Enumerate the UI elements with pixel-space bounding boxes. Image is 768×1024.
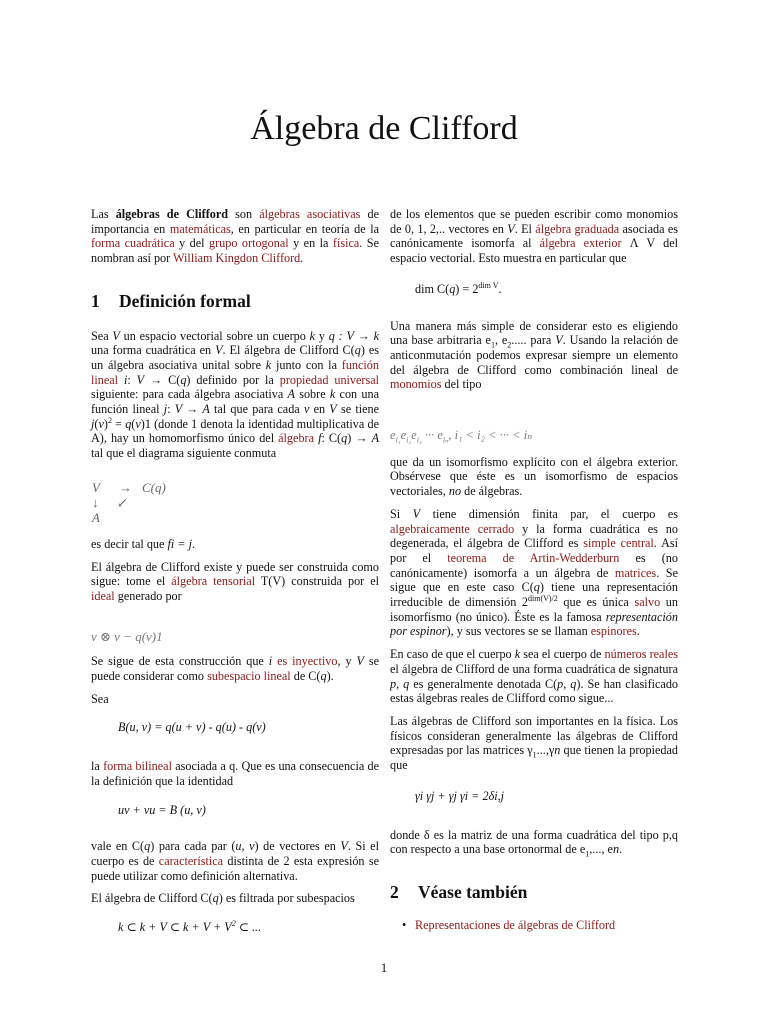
filtration-paragraph (91, 891, 379, 906)
bold-term: álgebras de Clifford (115, 207, 229, 221)
text: una forma cuadrática en (91, 343, 216, 358)
text: tiene dimensión finita par, el cuerpo es (420, 506, 678, 521)
section-number: 2 (390, 881, 399, 902)
link-representaciones[interactable]: Representaciones de álgebras de Clifford (415, 917, 616, 932)
text: . (498, 281, 502, 296)
text: un espacio vectorial sobre un cuerpo (119, 328, 310, 343)
link-matrices[interactable]: matrices (614, 565, 657, 580)
text: el álgebra de Clifford de una forma cuadrática de signatura (390, 661, 678, 676)
definition-paragraph (91, 329, 379, 461)
math: V (507, 221, 515, 236)
text: generado por (114, 588, 182, 603)
link-artin-wedderburn[interactable]: teorema de Artin-Wedderburn (447, 550, 620, 565)
diagram-A: A (92, 509, 100, 525)
superscript: dim(V)/2 (528, 594, 558, 603)
text: ), y sus vectores se se llaman (446, 624, 591, 639)
text: ,..., e (589, 842, 613, 857)
text: Si (390, 506, 413, 521)
intro-paragraph (91, 207, 379, 266)
math: V → A (174, 402, 210, 417)
math: q (125, 416, 132, 431)
math: A (287, 387, 295, 402)
formula-anticommutation: uv + vu = B (u, v) (118, 802, 206, 817)
text: T(V) construida por el (255, 574, 380, 589)
right-column (390, 207, 678, 932)
math: k (329, 387, 336, 402)
link-inyectivo[interactable]: es inyectivo (277, 654, 338, 669)
text: ) es filtrada por subespacios (218, 891, 355, 906)
physics-paragraph (390, 714, 678, 773)
text: , en particular en teoría de la (230, 221, 379, 236)
text: . El (514, 221, 536, 236)
delta-paragraph (390, 828, 678, 857)
math: n (612, 842, 620, 857)
text: de importancia en (91, 207, 379, 236)
text: un isomorfismo (no único). Éste es la famosa (390, 595, 678, 624)
diagram-arrow-right: → (119, 479, 132, 495)
text: ) tiene una representación irreducible de dimensión 2 (390, 580, 678, 610)
text: ...,γ (536, 743, 555, 758)
text: , i₁ < i₂ < ··· < iₙ (448, 428, 533, 443)
diagram-arrow-down: ↓ (92, 494, 99, 510)
text: El álgebra de Clifford existe y puede ser construida como sigue: tome el (91, 559, 379, 589)
link-algebraicamente-cerrado[interactable]: algebraicamente cerrado (390, 521, 515, 536)
text: ). (326, 669, 334, 684)
text: . Se sigue que en este caso C( (390, 565, 678, 595)
link-subespacio-lineal[interactable]: subespacio lineal (207, 669, 291, 684)
superscript: 2 (231, 919, 236, 929)
text: ) → (347, 431, 372, 446)
text: en (309, 402, 330, 417)
page-title: Álgebra de Clifford (250, 110, 518, 147)
link-funcion-lineal[interactable]: función lineal (91, 357, 379, 387)
link-algebra-exterior[interactable]: álgebra exterior (539, 236, 622, 251)
math: q (403, 676, 410, 691)
subscript: i₃ (416, 435, 422, 445)
text: . (636, 624, 640, 639)
subscript: 1 (585, 849, 590, 859)
text: se tiene (336, 402, 380, 417)
text: y del (174, 236, 210, 251)
text: ) (103, 416, 108, 431)
text: son (228, 207, 260, 221)
superscript: 2 (107, 415, 112, 425)
subscript: 2 (507, 340, 512, 350)
text: dim C( (415, 281, 450, 296)
text: Una manera más simple de considerar esto es eligiendo una base arbitraria e (390, 318, 678, 348)
text: de álgebras. (461, 484, 523, 499)
text: )1 (donde 1 denota la identidad multiplicativa de A), hay un homomorfismo único del (91, 416, 379, 446)
math: f (318, 431, 322, 446)
text: Λ V del espacio vectorial. Esto muestra en particular que (390, 236, 678, 266)
text: tal que el diagrama siguiente conmuta (91, 446, 277, 461)
link-algebra-tensorial[interactable]: álgebra tensorial (171, 574, 256, 589)
formula-filtration (118, 920, 379, 935)
text: sea el cuerpo de (520, 647, 605, 662)
link-forma-bilineal[interactable]: forma bilineal (103, 759, 172, 774)
math: k (309, 328, 316, 343)
text: , (563, 676, 571, 691)
link-salvo[interactable]: salvo (634, 595, 661, 610)
link-algebra-graduada[interactable]: álgebra graduada (535, 221, 620, 236)
link-numeros-reales[interactable]: números reales (604, 647, 678, 662)
text: junto con la (271, 357, 342, 372)
text: ⊂ ... (235, 920, 262, 935)
math: p (390, 676, 397, 691)
left-column (91, 207, 379, 935)
math: V (329, 402, 337, 417)
text: = (111, 416, 126, 431)
subscript: iₙ (442, 435, 449, 445)
math: v (135, 416, 141, 431)
text: asociada es canónicamente isomorfa al (390, 221, 678, 251)
characteristic-paragraph (91, 839, 379, 883)
text: Las álgebras de Clifford son importantes en la física. Los físicos consideran generalmente las álgebras de Clifford expresadas por las matrices γ (390, 713, 678, 758)
text: ) para cada par ( (150, 839, 236, 854)
link-propiedad-universal[interactable]: propiedad universal (279, 372, 380, 387)
text: es generalmente denotada C( (409, 676, 558, 691)
math: q (320, 669, 327, 684)
text: . (300, 251, 304, 266)
text: En caso de que el cuerpo (390, 647, 515, 662)
text: : (127, 372, 137, 387)
text: . Usando la relación de anticonmutación podemos expresar siempre un elemento del álgebra de Clifford como combinación lineal de (390, 333, 678, 377)
subscript: i₁ (395, 435, 401, 445)
text: y (315, 328, 329, 343)
text: El álgebra de Clifford C( (91, 891, 213, 906)
text: vale en C( (91, 839, 145, 854)
text: ( (131, 416, 136, 431)
link-grupo-ortogonal[interactable]: grupo ortogonal (209, 236, 289, 251)
link-matematicas[interactable]: matemáticas (169, 221, 231, 236)
text: k ⊂ k + V ⊂ k + V + V (118, 920, 232, 935)
text: ..... para (511, 333, 556, 348)
math: q (144, 839, 151, 854)
math: V (136, 372, 145, 387)
formula-monomial (390, 428, 678, 443)
subscript: 1 (532, 750, 537, 760)
diagram-Cq: C(q) (142, 479, 166, 495)
section-title: Definición formal (119, 290, 251, 311)
graded-paragraph (390, 207, 678, 266)
math: V (340, 839, 348, 854)
math: A (371, 431, 380, 446)
math: q (180, 372, 187, 387)
subscript: i₂ (406, 435, 412, 445)
text: ) de vectores en (254, 839, 341, 854)
text: ). Se han clasificado estas álgebras reales de Clifford como sigue... (390, 676, 679, 706)
math: u, v (235, 839, 255, 854)
math: representación por espinor (390, 609, 678, 639)
text: . Así por el (390, 536, 678, 565)
bilinear-paragraph (91, 759, 379, 788)
page-number: 1 (380, 960, 388, 975)
math: V (412, 506, 421, 521)
math: V (555, 333, 563, 348)
math: v (303, 402, 310, 417)
text: donde δ es la matriz de una forma cuadrática del tipo p,q con respecto a una base ortonormal de e (390, 827, 678, 857)
text: , y (337, 654, 357, 669)
superscript: dim V (478, 280, 499, 290)
formula-gamma: γi γj + γj γi = 2δi,j (415, 788, 505, 803)
formula-dimension (415, 282, 678, 297)
text: la (91, 759, 104, 774)
sea-paragraph: Sea (91, 691, 109, 706)
link-espinores[interactable]: espinores (590, 624, 637, 639)
link-forma-cuadratica[interactable]: forma cuadrática (91, 236, 175, 251)
text: y en la (288, 236, 333, 251)
math: p (557, 676, 564, 691)
formula-ideal: v ⊗ v − q(v)1 (91, 628, 163, 644)
text: ) es un álgebra asociativa unital sobre (91, 343, 379, 372)
section-heading-vease (390, 881, 678, 902)
subscript: 1 (490, 340, 495, 350)
text: Se sigue de esta construcción que (91, 654, 269, 669)
commutative-diagram (91, 481, 379, 531)
section-heading-definicion (91, 290, 379, 311)
math: no (448, 484, 462, 499)
text: → C( (144, 372, 181, 387)
link-fisica[interactable]: física (332, 236, 360, 251)
math: k (265, 357, 272, 372)
diagram-arrow-diag: ↙ (117, 494, 128, 510)
text: : C( (321, 431, 342, 446)
text: siguiente: para cada álgebra asociativa (91, 387, 288, 402)
text: tal que para cada (209, 402, 304, 417)
text: e (390, 428, 396, 443)
list-item (390, 918, 678, 933)
section-title: Véase también (418, 881, 528, 902)
text: ) = 2 (455, 281, 479, 296)
basis-paragraph (390, 319, 678, 393)
text: del tipo (441, 377, 482, 392)
real-numbers-paragraph (390, 647, 678, 706)
text: y la forma cuadrática es no degenerada, el álgebra de Clifford es (390, 521, 678, 551)
isomorphism-paragraph (390, 455, 678, 499)
text: Sea (91, 328, 113, 343)
text: . (191, 536, 196, 551)
math: j (163, 402, 168, 417)
see-also-list (390, 918, 678, 933)
text: : (167, 402, 175, 417)
math: i (123, 372, 128, 387)
link-ideal[interactable]: ideal (91, 588, 115, 603)
text: sobre (294, 387, 330, 402)
text: se puede considerar como (91, 654, 380, 684)
text: Las (91, 207, 116, 221)
text: que es única (557, 595, 635, 610)
diagram-V: V (92, 479, 100, 495)
text: ) definido por la (186, 372, 280, 387)
link-algebras-asociativas[interactable]: álgebras asociativas (259, 207, 361, 221)
math: V (112, 328, 120, 343)
text: que tienen la propiedad que (390, 743, 678, 773)
section-number: 1 (91, 290, 100, 311)
text: distinta de 2 esta expresión se puede utilizar como definición alternativa. (91, 853, 379, 883)
text: , (396, 676, 404, 691)
math: V (215, 343, 223, 358)
link-simple-central[interactable]: simple central (583, 536, 654, 551)
text: , e (494, 333, 508, 348)
link-monomios[interactable]: monomios (390, 377, 442, 392)
text: con una función lineal (91, 387, 379, 417)
fi-paragraph (91, 537, 379, 552)
text: . Se nombran así por (91, 236, 379, 266)
math: k (514, 647, 521, 662)
text: e (400, 428, 407, 443)
spinor-paragraph (390, 507, 678, 639)
text: . El álgebra de Clifford C( (222, 343, 355, 358)
link-william-clifford[interactable]: William Kingdon Clifford (173, 251, 301, 266)
math: j (91, 416, 95, 431)
math: q (354, 343, 361, 358)
text: ( (94, 416, 99, 431)
text: que da un isomorfismo explícito con el álgebra exterior. Obsérvese que éste es un isomorfismo de espacios vectoriales, (390, 454, 678, 499)
text: de los elementos que se pueden escribir como monomios de 0, 1, 2,.. vectores en (390, 207, 678, 236)
text: . (619, 842, 623, 857)
text: de C( (290, 669, 321, 684)
text: e (437, 428, 443, 443)
text: asociada a q. Que es una consecuencia de la definición que la identidad (91, 759, 380, 788)
math: V (356, 654, 364, 669)
link-caracteristica[interactable]: característica (158, 853, 224, 868)
math: i (268, 654, 273, 669)
math: q (212, 891, 219, 906)
math: q (533, 580, 540, 595)
math: fi = j (167, 536, 192, 551)
math: n (554, 743, 561, 758)
link-algebra[interactable]: álgebra (278, 431, 315, 446)
text: ··· (421, 428, 438, 443)
math: q : V → k (328, 328, 379, 343)
math: q (449, 281, 456, 296)
text: . Si el cuerpo es de (91, 839, 379, 868)
math: q (570, 676, 577, 691)
formula-bilinear: B(u, v) = q(u + v) - q(u) - q(v) (118, 720, 266, 735)
injective-paragraph (91, 654, 379, 683)
math: q (341, 431, 348, 446)
construction-paragraph (91, 560, 379, 604)
text: e (411, 428, 417, 443)
math: v (98, 416, 104, 431)
text: es (no canónicamente) isomorfa a un álgebra de (390, 550, 678, 580)
text: es decir tal que (91, 536, 168, 551)
